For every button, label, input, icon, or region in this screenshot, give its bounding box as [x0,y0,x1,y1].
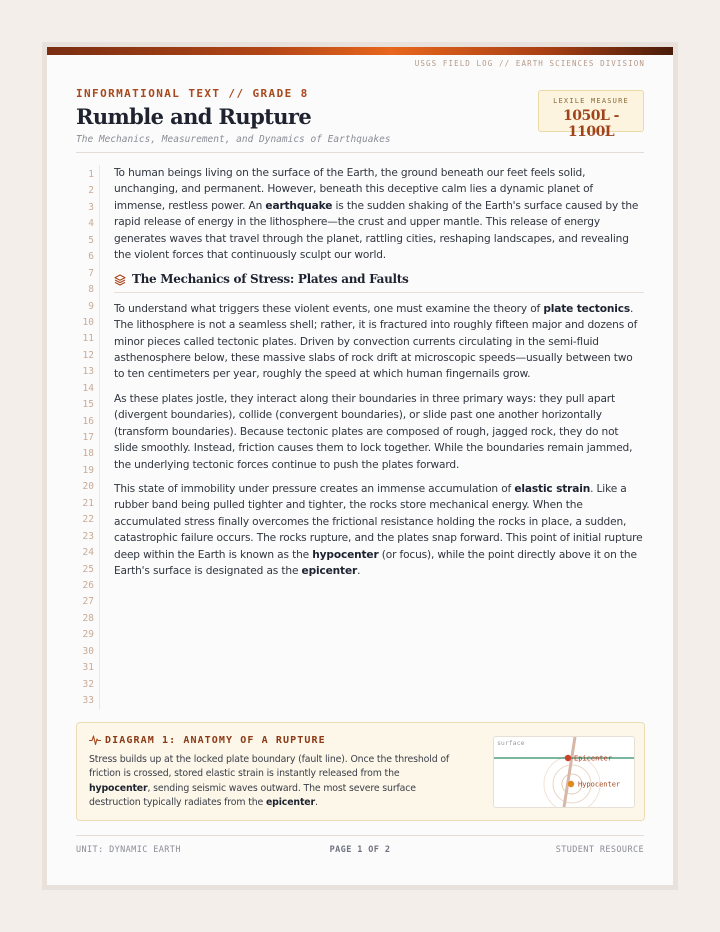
rupture-diagram-svg [494,737,634,807]
line-number: 6 [88,251,94,263]
line-number: 27 [82,596,94,608]
line-number: 22 [82,514,94,526]
page-subtitle: The Mechanics, Measurement, and Dynamics of Earthquakes [76,134,391,145]
line-number: 4 [88,218,94,230]
line-number: 31 [82,662,94,674]
footer-resource: STUDENT RESOURCE [555,845,644,855]
footer-divider [76,835,644,836]
line-number: 28 [82,612,94,624]
diagram-callout [76,722,645,821]
diagram-term-hypocenter: hypocenter [89,782,148,794]
line-number: 24 [82,547,94,559]
diagram-term-epicenter: epicenter [265,797,315,809]
line-number: 12 [82,349,94,361]
line-number: 14 [82,382,94,394]
line-number: 2 [88,185,94,197]
line-number: 18 [82,448,94,460]
line-number: 17 [82,432,94,443]
line-number: 5 [88,234,94,246]
diagram-caption: Stress builds up at the locked plate boundary (fault line). Once the threshold of friction is crossed, stored elastic strain is instantly released from the hypocenter, sending seismic waves outward. The most severe surface destruction typically radiates from the epicenter. [89,754,450,809]
layers-icon [114,274,126,286]
line-number: 3 [88,201,94,213]
rupture-diagram [493,736,635,808]
line-number-gutter [76,167,100,709]
page-title: Rumble and Rupture [76,104,312,129]
line-number: 8 [88,284,94,296]
footer-page-number: PAGE 1 OF 2 [329,845,391,855]
hypocenter-marker [568,781,574,787]
seismograph-icon [89,734,101,746]
top-accent-bar [47,47,673,55]
article-body [114,165,644,587]
epicenter-label: Epicenter [574,754,612,763]
line-number: 32 [82,678,94,690]
term-earthquake: earthquake [265,199,333,212]
paragraph-plates: To understand what triggers these violent events, one must examine the theory of plate tectonics. The lithosphere is not a seamless shell; rather, it is fractured into roughly fifteen major and dozens of minor pieces called tectonic plates. Driven by convection currents circulating in the semi-fluid asthenosphere below, these massive slabs of rock drift at microscopic speeds—usually between two to ten centimeters per year, roughly the speed at which human fingernails grow. [114,302,638,381]
section-heading [114,271,644,292]
line-number: 9 [88,300,94,312]
term-hypocenter: hypocenter [312,548,379,561]
lexile-label: LEXILE MEASURE [553,97,629,105]
header-divider [76,152,644,153]
paragraph-intro: To human beings living on the surface of the Earth, the ground beneath our feet feels solid, unchanging, and permanent. However, beneath this deceptive calm lies a dynamic planet of immense, restless power. An earthquake is the sudden shaking of the Earth's surface caused by the rapid release of energy in the lithosphere—the crust and upper mantle. This release of energy generates waves that travel through the planet, rattling cities, reshaping landscapes, and revealing the violent forces that continuously sculpt our world. [114,167,639,262]
hypocenter-label: Hypocenter [578,780,621,789]
line-number: 26 [82,579,94,591]
grade-label: INFORMATIONAL TEXT // GRADE 8 [76,87,309,100]
line-number: 30 [82,645,94,657]
term-elastic-strain: elastic strain [514,482,591,495]
line-number: 33 [82,695,94,706]
line-number: 11 [82,333,94,345]
line-number: 16 [82,415,94,427]
term-epicenter: epicenter [301,564,358,577]
line-number: 15 [82,399,94,411]
line-number: 7 [88,267,94,279]
surface-label: surface [497,739,525,747]
paragraph-boundaries: As these plates jostle, they interact along their boundaries in three primary ways: they pull apart (divergent boundaries), collide (convergent boundaries), or slide past one another horizontally (transform boundaries). Because tectonic plates are composed of rough, jagged rock, they do not slide smoothly. Instead, friction causes them to lock together. While the boundaries remain jammed, the underlying tectonic forces continue to push the plates forward. [114,392,633,471]
line-number: 10 [82,316,94,328]
field-log-label: USGS FIELD LOG // EARTH SCIENCES DIVISION [414,59,645,68]
line-number: 13 [82,366,94,378]
line-number: 25 [82,563,94,575]
line-number: 20 [82,481,94,493]
section-heading-text: The Mechanics of Stress: Plates and Faults [132,272,409,287]
footer-unit: UNIT: DYNAMIC EARTH [76,845,181,855]
fault-line [564,737,575,807]
diagram-heading-text: DIAGRAM 1: ANATOMY OF A RUPTURE [105,734,326,746]
line-number: 29 [82,629,94,641]
term-plate-tectonics: plate tectonics [543,302,631,315]
line-number: 1 [88,169,94,180]
lexile-badge [538,90,644,140]
gutter-divider [99,165,100,710]
epicenter-marker [565,755,571,761]
paragraph-strain: This state of immobility under pressure creates an immense accumulation of elastic strain. Like a rubber band being pulled tighter and tighter, the rocks store mechanical energy. When the accumulated stress finally overcomes the frictional resistance holding the rocks in place, a sudden, catastrophic failure occurs. The rocks rupture, and the plates snap forward. This point of initial rupture deep within the Earth is known as the hypocenter (or focus), while the point directly above it on the Earth's surface is designated as the epicenter. [114,482,643,577]
page [47,47,673,885]
line-number: 19 [82,464,94,476]
line-number: 21 [82,497,94,509]
diagram-heading [89,734,326,746]
line-number: 23 [82,530,94,542]
lexile-value: 1050L - 1100L [563,108,619,140]
page-frame [42,42,678,890]
